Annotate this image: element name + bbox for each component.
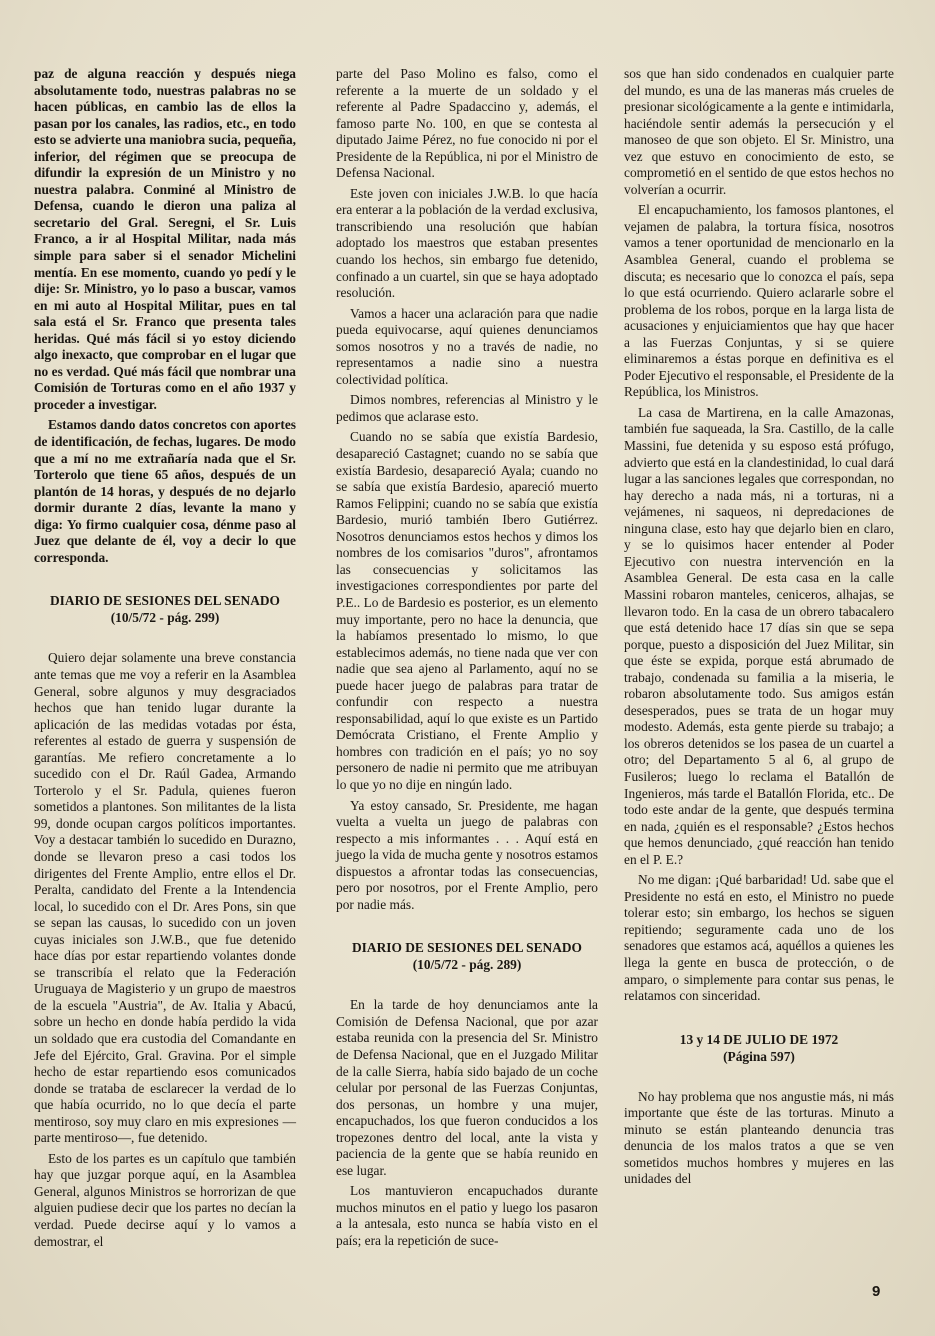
section-heading-title: 13 y 14 DE JULIO DE 1972 — [679, 1031, 839, 1047]
column-left — [34, 66, 296, 1250]
paragraph: Este joven con iniciales J.W.B. lo que hacía era enterar a la población de la verdad exclusiva, transcribiendo una resolución que habían adoptado los maestros que estaban presentes cuando los hechos, sin embargo fue detenido, confinado a un cuartel, sin que se haya adoptado resolución. — [336, 185, 598, 301]
paragraph: Cuando no se sabía que existía Bardesio, desapareció Castagnet; cuando no se sabía que existía Bardesio, desapareció Ayala; cuando no se sabía que existía Bardesio, apareció muerto Ramos Felippini; cuando no se sabía que existía Bardesio, murió también Ibero Gutiérrez. Nosotros denunciamos estos hechos y dimos los nombres de los comisarios "duros", afrontamos las consecuencias y solicitamos las investigaciones correspondientes por parte del P.E.. Lo de Bardesio es posterior, es un elemento muy importante, pero no hace la denuncia, que la habíamos presentado lo mismo, lo que establecimos además, no tiene nada que ver con nadie que sea ajeno al Parlamento, aquí no se puede hacer juego de palabras para tratar de confundir con respecto a nuestra responsabilidad, aquí lo que existe es un Partido Demócrata Cristiano, el Frente Amplio y hombres con tradición en el país; yo no soy personero de nadie ni permito que me atribuyan lo que yo no dije en ningún lado. — [336, 429, 598, 792]
section-heading — [624, 1031, 894, 1065]
section-heading — [34, 592, 296, 626]
paragraph: Vamos a hacer una aclaración para que nadie pueda equivocarse, aquí quienes denunciamos somos nosotros y no a través de nadie, no representamos a nadie sino a nuestra colectividad política. — [336, 305, 598, 387]
paragraph: parte del Paso Molino es falso, como el referente a la muerte de un soldado y el referente al Padre Spadaccino y, además, el famoso parte No. 100, en que se contesta al diputado Jaime Pérez, no fue conocido ni por el Presidente de la República, ni por el Ministro de Defensa Nacional. — [336, 66, 598, 181]
paragraph: No hay problema que nos angustie más, ni más importante que éste de las torturas. Minuto a minuto se están planteando denuncia tras denuncia de los malos tratos a que se ven sometidos muchos hombres y mujeres en las unidades del — [624, 1088, 894, 1187]
page-number: 9 — [872, 1283, 881, 1300]
paragraph: Ya estoy cansado, Sr. Presidente, me hagan vuelta a vuelta un juego de palabras con respecto a mis informantes . . . Aquí está en juego la vida de mucha gente y nosotros estamos dispuestos a afrontar todas las consecuencias, pero por nosotros, por el Frente Amplio, pero por nadie más. — [336, 797, 598, 912]
paragraph: Esto de los partes es un capítulo que también hay que juzgar porque aquí, en la Asamblea General, algunos Ministros se horrorizan de que alguien pudiese decir que los partes no decían la verdad. Puede decirse aquí y lo vamos a demostrar, el — [34, 1150, 296, 1249]
paragraph: paz de alguna reacción y después niega absolutamente todo, nuestras palabras no se hacen públicas, en cambio las de ellos la pasan por los canales, las radios, etc., en todo esto se advierte una maniobra sucia, pequeña, inferior, del régimen que se preocupa de difundir la expresión de un Ministro y no nuestra palabra. Conminé al Ministro de Defensa, cuando le dieron una paliza al secretario del Gral. Seregni, el Sr. Luis Franco, a ir al Hospital Militar, nada más simple para saber si el senador Michelini mentía. En ese momento, cuando yo pedí y le dije: Sr. Ministro, yo lo paso a buscar, vamos en mi auto al Hospital Militar, pues en tal sala está el Sr. Franco que presenta tales heridas. Qué más fácil si yo estoy diciendo algo inexacto, que comprobar en el lugar que no es verdad. Qué más fácil que nombrar una Comisión de Torturas como en el año 1937 y proceder a investigar. — [34, 66, 296, 412]
column-right — [624, 66, 894, 1188]
section-heading-reference: (10/5/72 - pág. 289) — [412, 957, 522, 973]
paragraph: Dimos nombres, referencias al Ministro y le pedimos que aclarase esto. — [336, 392, 598, 424]
column-middle — [336, 66, 598, 1250]
paragraph: Estamos dando datos concretos con aportes de identificación, de fechas, lugares. De modo que a mí no me extrañaría nada que el Sr. Torterolo que tiene 65 años, después de un plantón de 14 horas, y después de no dejarlo dormir durante 2 días, levante la mano y diga: Yo firmo cualquier cosa, dénme paso al Juez que delante de él, voy a decir lo que corresponda. — [34, 417, 296, 565]
paragraph: La casa de Martirena, en la calle Amazonas, también fue saqueada, la Sra. Castillo, de la calle Massini, fue detenida y su esposo está prófugo, advierto que está en la clandestinidad, lo cual dará lugar a las sanciones legales que correspondan, no hay derecho a nada más, ni a torturas, ni a vejámenes, ni saqueos, ni depredaciones de ninguna clase, esto hay que dejarlo bien en claro, y se lo quisimos hacer entender al Poder Ejecutivo con nuestra intervención en la Asamblea General. De esta casa en la calle Massini robaron manteles, ceniceros, alhajas, se llevaron todo. En la casa de un obrero tabacalero que está detenido hace 17 días sin que se sepa porque, puesto a disposición del Juez Militar, sin que éste se expida, porque está abrumado de trabajo, condenada su familia a la miseria, le robaron absolutamente todo. Sus amigos están desesperados, pues se trata de un hogar muy modesto. Además, esta gente pierde su trabajo; a los obreros detenidos se los pasea de un cuartel a otro; del Departamento 5 al 6, al grupo de Fusileros; luego lo reclama el Batallón de Ingenieros, más tarde el Batallón Florida, etc.. De todo este andar de la gente, que después termina en nada, ¿quién es el responsable? ¿Estos hechos que hemos denunciado, ¿qué reacción han tenido en el P. E.? — [624, 404, 894, 867]
section-heading-title: DIARIO DE SESIONES DEL SENADO — [352, 940, 582, 956]
paragraph: Quiero dejar solamente una breve constancia ante temas que me voy a referir en la Asamblea General, sobre algunos y muy desgraciados hechos que han tenido lugar durante la aplicación de las medidas votadas por ésta, referentes al estado de guerra y suspensión de garantías. Me refiero concretamente a lo sucedido con el Dr. Raúl Gadea, Armando Torterolo y el Sr. Padula, quienes fueron sometidos a plantones. Son militantes de la lista 99, donde ocupan cargos políticos importantes. Voy a destacar también lo sucedido en Durazno, donde se llevaron preso a casi todos los dirigentes del Frente Amplio, entre ellos el Dr. Peralta, candidato del Frente a la Intendencia local, lo sucedido con el Dr. Ares Pons, sin que se sepan las causas, lo sucedido con un joven cuyas iniciales son J.W.B., que fue detenido hace días por estar repartiendo volantes donde se transcribía el relato que la Federación Uruguaya de Magisterio y un grupo de maestros de la escuela "Austria", de Av. Italia y Abacú, sobre un hecho en donde había perdido la vida un soldado que era custodia del Comandante en Jefe del Ejército, Gral. Gravina. Por el simple hecho de estar repartiendo esos comunicados donde se trataba de esclarecer la verdad de lo que había ocurrido, no lo que decía el parte mentiroso, soy muy claro en mis expresiones —parte mentiroso—, fue detenido. — [34, 650, 296, 1146]
paragraph: sos que han sido condenados en cualquier parte del mundo, es una de las maneras más crueles de presionar sicológicamente a la gente e intimidarla, haciéndole sentir además la persecución y el manoseo de que son objeto. El Sr. Ministro, una vez que estuvo en conocimiento de esto, se comprometió en el sentido de que estos hechos no volverían a ocurrir. — [624, 66, 894, 197]
section-heading-reference: (10/5/72 - pág. 299) — [110, 610, 220, 626]
paragraph: El encapuchamiento, los famosos plantones, el vejamen de palabra, la tortura física, nosotros vamos a tener oportunidad de mencionarlo en la Asamblea General, cuando el problema se discuta; es necesario que lo conozca el país, sepa lo que está ocurriendo. Quiero aclararle sobre el problema de los robos, porque en la larga lista de acusaciones y enjuiciamientos que hay que hacer a las Fuerzas Conjuntas, y si se quiere eliminaremos a éstas porque en definitiva es el Poder Ejecutivo el responsable, el Presidente de la República, los Ministros. — [624, 202, 894, 400]
section-heading — [336, 939, 598, 973]
section-heading-title: DIARIO DE SESIONES DEL SENADO — [50, 593, 280, 609]
paragraph: No me digan: ¡Qué barbaridad! Ud. sabe que el Presidente no está en esto, el Ministro no puede tolerar esto; sin embargo, los hechos se siguen repitiendo; seguramente cada uno de los senadores que estamos acá, aquéllos a quienes les llega la gente en busca de protección, o de amparo, o simplemente para contar sus penas, le relatamos con sinceridad. — [624, 872, 894, 1004]
paragraph: Los mantuvieron encapuchados durante muchos minutos en el patio y luego los pasaron a la antesala, esto nunca se había visto en el país; era la repetición de suce- — [336, 1183, 598, 1248]
section-heading-reference: (Página 597) — [723, 1048, 795, 1064]
paragraph: En la tarde de hoy denunciamos ante la Comisión de Defensa Nacional, que por azar estaba reunida con la presencia del Sr. Ministro de Defensa Nacional, que en el Juzgado Militar de la calle Sierra, había sido bajado de un coche celular por personal de las Fuerzas Conjuntas, dos personas, un hombre y una mujer, encapuchados, los que fueron conducidos a los tropezones dentro del local, ante la vista y paciencia de la gente que se había reunido en ese lugar. — [336, 997, 598, 1178]
